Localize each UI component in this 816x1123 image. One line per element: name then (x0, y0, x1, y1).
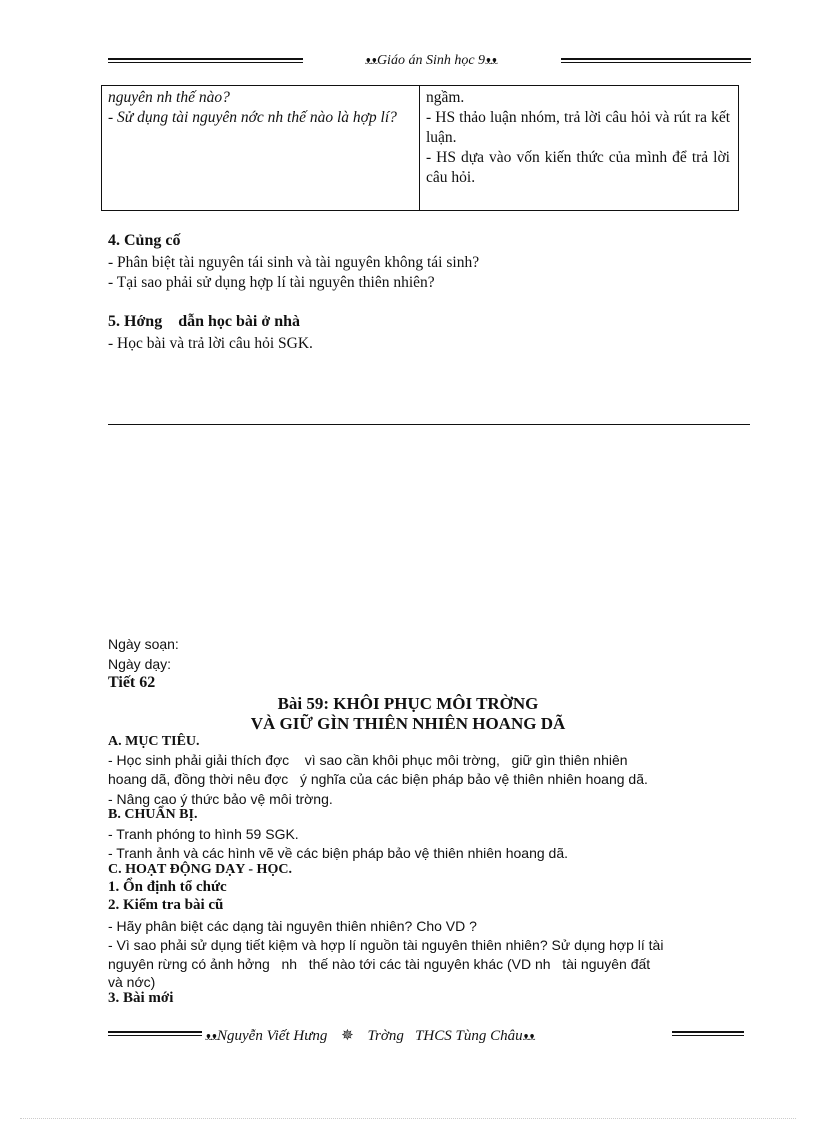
header-ornament-left: ᴥᴥ (364, 52, 377, 67)
student-activity-cell (420, 86, 739, 211)
star-icon: ✵ (341, 1028, 354, 1044)
footer-rule-left (108, 1031, 202, 1033)
table-row (102, 86, 739, 211)
on-dinh-heading: 1. Ổn định tổ chức (108, 879, 227, 895)
footer-rule-right (672, 1031, 744, 1033)
muc-tieu-line: - Nâng cao ý thức bảo vệ môi trờng. (108, 791, 333, 807)
header-rule-right (561, 58, 751, 60)
muc-tieu-line: - Học sinh phải giải thích đợc vì sao cần khôi phục môi trờng, giữ gìn thiên nhiên (108, 752, 628, 768)
kiem-tra-line: - Vì sao phải sử dụng tiết kiệm và hợp lí nguồn tài nguyên thiên nhiên? Sử dụng hợp lí tài (108, 937, 664, 953)
student-line: ngầm. (426, 89, 465, 106)
lesson-title-line1 (0, 694, 816, 714)
footer-ornament-right: ᴥᴥ (522, 1028, 535, 1043)
cung-co-line: - Phân biệt tài nguyên tái sinh và tài nguyên không tái sinh? (108, 254, 480, 271)
footer-author: Nguyễn Viết Hưng (217, 1028, 328, 1044)
lesson-title-line2: VÀ GIỮ GÌN THIÊN NHIÊN HOANG DÃ (250, 714, 566, 733)
lesson-number: Bài 59: (277, 694, 330, 713)
tiet-number: Tiết 62 (108, 674, 156, 691)
footer-school: Trờng THCS Tùng Châu (367, 1028, 523, 1044)
bai-moi-heading: 3. Bài mới (108, 990, 174, 1006)
header-title (316, 52, 546, 69)
teacher-line: nguyên nh thế nào? (108, 89, 230, 106)
chuan-bi-line: - Tranh ảnh và các hình vẽ về các biện pháp bảo vệ thiên nhiên hoang dã. (108, 845, 568, 861)
cung-co-line: - Tại sao phải sử dụng hợp lí tài nguyên thiên nhiên? (108, 274, 435, 291)
header-ornament-right: ᴥᴥ (485, 52, 498, 67)
footer-credit (205, 1026, 535, 1045)
teacher-activity-cell (102, 86, 420, 211)
header-rule-left-thin (108, 62, 303, 63)
teacher-line: - Sử dụng tài nguyên nớc nh thế nào là hợp lí? (108, 109, 397, 126)
lesson-title-text-1: KHÔI PHỤC MÔI TRỜNG (333, 694, 539, 713)
footer-ornament-left: ᴥᴥ (205, 1028, 218, 1043)
kiem-tra-line: - Hãy phân biệt các dạng tài nguyên thiên nhiên? Cho VD ? (108, 918, 477, 934)
huong-dan-heading: 5. Hớng dẫn học bài ở nhà (108, 313, 300, 330)
header-rule-right-thin (561, 62, 751, 63)
hoat-dong-heading: C. HOẠT ĐỘNG DẠY - HỌC. (108, 862, 292, 877)
muc-tieu-heading: A. MỤC TIÊU. (108, 734, 200, 749)
huong-dan-line: - Học bài và trả lời câu hỏi SGK. (108, 335, 313, 352)
kiem-tra-line: nguyên rừng có ảnh hởng nh thế nào tới các tài nguyên khác (VD nh tài nguyên đất (108, 956, 651, 972)
muc-tieu-line: hoang dã, đồng thời nêu đợc ý nghĩa của các biện pháp bảo vệ thiên nhiên hoang dã. (108, 771, 648, 787)
activity-table (101, 85, 739, 211)
ngay-soan-label: Ngày soạn: (108, 636, 179, 652)
chuan-bi-heading: B. CHUẨN BỊ. (108, 807, 198, 822)
kiem-tra-line: và nớc) (108, 974, 156, 990)
cung-co-heading: 4. Củng cố (108, 232, 181, 249)
student-line: - HS dựa vào vốn kiến thức của mình để trả lời câu hỏi. (426, 149, 730, 186)
kiem-tra-heading: 2. Kiểm tra bài cũ (108, 897, 224, 913)
section-divider (108, 424, 750, 425)
ngay-day-label: Ngày dạy: (108, 656, 172, 672)
header-title-text: Giáo án Sinh học 9 (376, 53, 486, 68)
header-rule-left (108, 58, 303, 60)
student-line: - HS thảo luận nhóm, trả lời câu hỏi và rút ra kết luận. (426, 109, 730, 146)
chuan-bi-line: - Tranh phóng to hình 59 SGK. (108, 826, 299, 842)
footer-rule-right-thin (672, 1035, 744, 1036)
page-bottom-dotted-line (20, 1118, 796, 1119)
footer-rule-left-thin (108, 1035, 202, 1036)
